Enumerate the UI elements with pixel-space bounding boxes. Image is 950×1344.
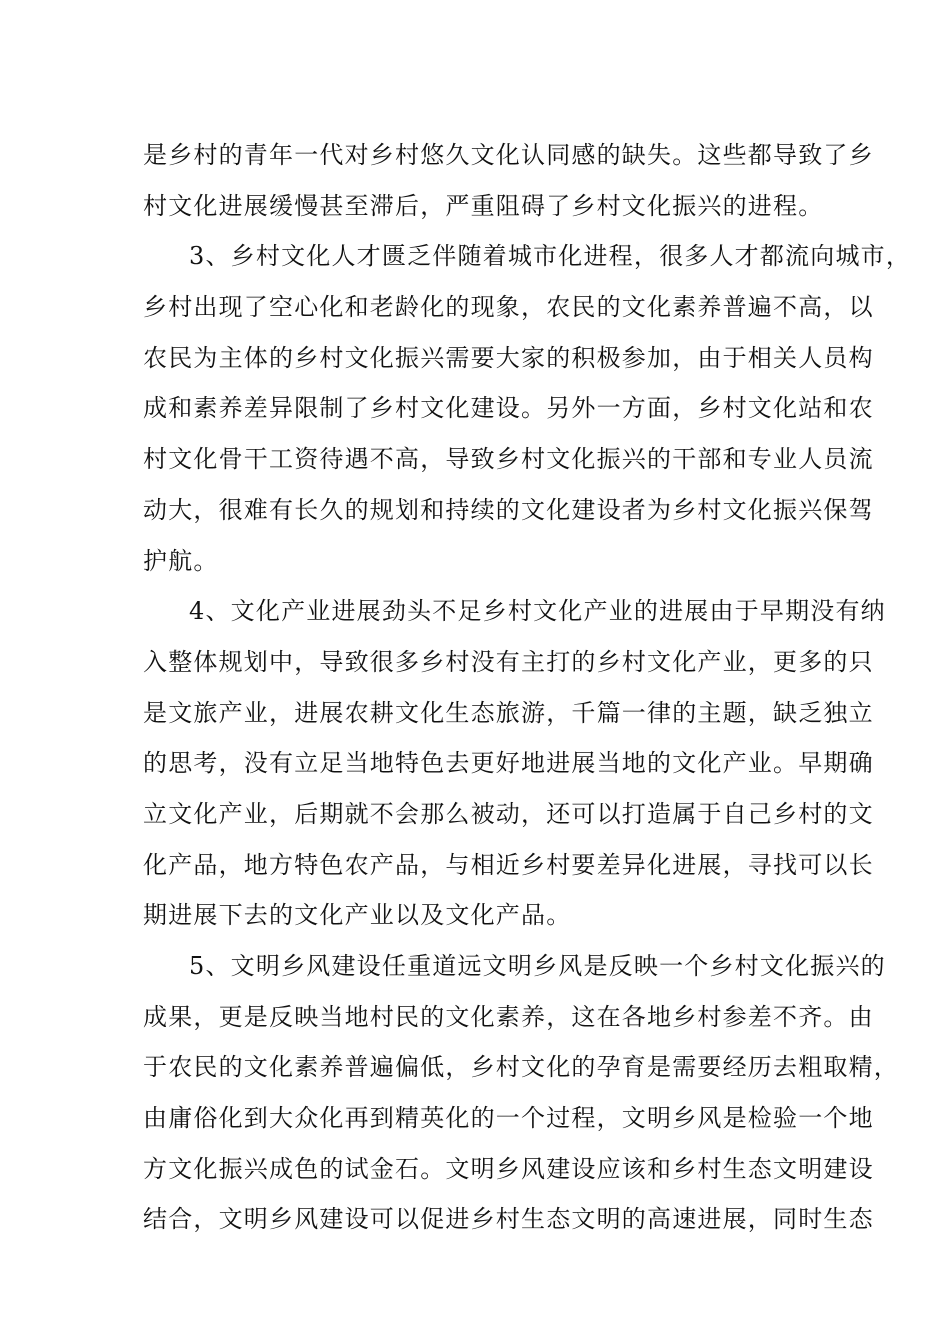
paragraph-start-line: 3、乡村文化人才匮乏伴随着城市化进程，很多人才都流向城市， (189, 242, 912, 271)
text-line: 期进展下去的文化产业以及文化产品。 (143, 901, 572, 930)
text-line: 成和素养差异限制了乡村文化建设。另外一方面，乡村文化站和农 (143, 394, 874, 423)
text-line: 成果，更是反映当地村民的文化素养，这在各地乡村参差不齐。由 (143, 1002, 874, 1031)
text-line: 由庸俗化到大众化再到精英化的一个过程，文明乡风是检验一个地 (143, 1104, 874, 1133)
text-line: 的思考，没有立足当地特色去更好地进展当地的文化产业。早期确 (143, 749, 874, 778)
text-line: 村文化骨干工资待遇不高，导致乡村文化振兴的干部和专业人员流 (143, 445, 874, 474)
text-line: 是乡村的青年一代对乡村悠久文化认同感的缺失。这些都导致了乡 (143, 141, 874, 169)
text-line: 方文化振兴成色的试金石。文明乡风建设应该和乡村生态文明建设 (143, 1154, 874, 1183)
text-line: 化产品，地方特色农产品，与相近乡村要差异化进展，寻找可以长 (143, 850, 874, 879)
text-line: 农民为主体的乡村文化振兴需要大家的积极参加，由于相关人员构 (143, 343, 874, 372)
text-line: 于农民的文化素养普遍偏低，乡村文化的孕育是需要经历去粗取精， (143, 1053, 899, 1082)
text-line: 结合，文明乡风建设可以促进乡村生态文明的高速进展，同时生态 (143, 1205, 874, 1234)
text-line: 是文旅产业，进展农耕文化生态旅游，千篇一律的主题，缺乏独立 (143, 698, 874, 727)
text-line: 入整体规划中，导致很多乡村没有主打的乡村文化产业，更多的只 (143, 647, 874, 676)
text-line: 护航。 (143, 546, 219, 575)
text-line: 乡村出现了空心化和老龄化的现象，农民的文化素养普遍不高，以 (143, 293, 874, 322)
paragraph-start-line: 4、文化产业进展劲头不足乡村文化产业的进展由于早期没有纳 (189, 597, 886, 626)
text-line: 村文化进展缓慢甚至滞后，严重阻碍了乡村文化振兴的进程。 (143, 191, 824, 220)
paragraph-start-line: 5、文明乡风建设任重道远文明乡风是反映一个乡村文化振兴的 (189, 952, 886, 980)
text-line: 立文化产业，后期就不会那么被动，还可以打造属于自己乡村的文 (143, 799, 874, 828)
body-text (143, 130, 912, 1245)
text-line: 动大，很难有长久的规划和持续的文化建设者为乡村文化振兴保驾 (143, 495, 874, 524)
